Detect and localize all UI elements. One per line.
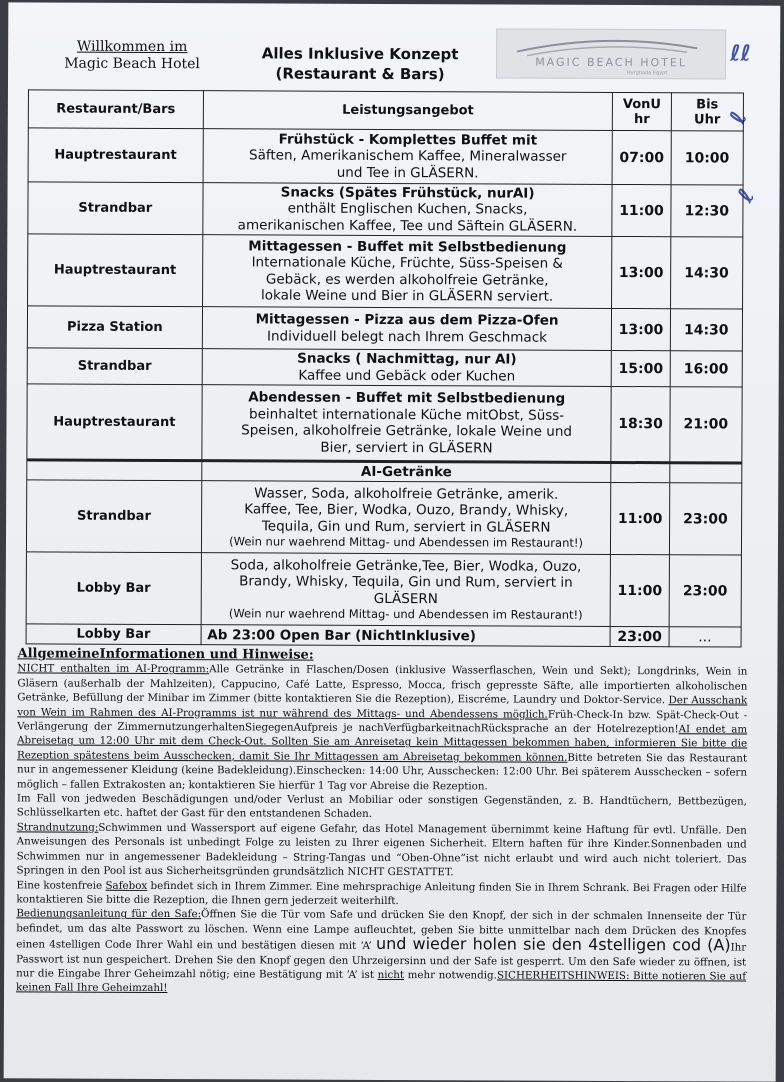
col-header-from-l2: hr — [634, 111, 650, 127]
logo-subtext: Hurghada Egypt — [626, 70, 668, 77]
notes-underlined: SICHERHEITSHINWEIS: Bitte notieren Sie auf keinen Fall Ihre Geheimzahl! — [16, 969, 747, 995]
pen-scribble-2: ℓ — [725, 108, 753, 128]
row-place: Lobby Bar — [26, 552, 201, 625]
row-line: Tequila, Gin und Rum, serviert in GLÄSERN — [261, 518, 551, 536]
row-description — [201, 553, 611, 627]
notes-paragraph — [16, 878, 746, 910]
row-to-time: 23:00 — [669, 483, 742, 555]
col-header-to-l2: Uhr — [694, 111, 721, 127]
row-note: (Wein nur waehrend Mittag- und Abendessen im Restaurant!) — [229, 534, 584, 551]
notes-paragraph — [17, 662, 748, 795]
notes-paragraph — [17, 820, 747, 881]
row-description — [202, 307, 612, 351]
col-header-to — [671, 93, 743, 131]
notes-text: Bitte betreten Sie das Restaurant nur in angemessener Kleidung (keine Badekleidung).Einschecken: 14:00 Uhr, Ausschecken: 12:00 Uhr. Bei späterem Ausschecken – sofern möglich – fallen Extrakosten an; kontaktieren Sie hierfür 1 Tag vor Abreise die Rezeption. — [16, 751, 748, 793]
row-from-time: 18:30 — [611, 386, 670, 462]
row-note: (Wein nur waehrend Mittag- und Abendessen im Restaurant!) — [228, 606, 583, 623]
row-description — [201, 481, 611, 555]
row-from-time: 07:00 — [612, 130, 670, 184]
notes-paragraph — [16, 907, 746, 999]
row-from-time: 11:00 — [612, 184, 670, 236]
title-line-2: (Restaurant & Bars) — [275, 64, 445, 84]
row-line: Snacks (Spätes Frühstück, nurAI) — [280, 184, 535, 202]
row-line: lokale Weine und Bier in GLÄSERN serviert. — [261, 287, 554, 305]
row-place: Strandbar — [26, 480, 201, 553]
row-line: beinhaltet internationale Küche mitObst, Süss- — [249, 405, 565, 424]
row-to-time: 10:00 — [671, 131, 744, 185]
row-place: Hauptrestaurant — [28, 234, 203, 307]
row-line: enthält Englischen Kuchen, Snacks, — [287, 200, 528, 218]
row-line: Wasser, Soda, alkoholfreie Getränke, amerik. — [254, 485, 559, 503]
notes-underlined: Safebox — [105, 879, 148, 892]
table-row — [27, 348, 742, 387]
notes-text: Alle Getränke in Flaschen/Dosen (inklusive Wasserflaschen, Wein und Sekt); Longdrinks, Wein in Gläsern (außerhalb der Mahlzeiten), Cappucino, Café Latte, Espresso, Mocca, frisch gepresste Säfte, alle importierten alkoholischen Getränke, Befüllung der Minibar im Zimmer (bitte kontaktieren Sie die Rezeption), Eiscréme, Laundry und Doktor-Service. — [17, 663, 748, 707]
row-line: amerikanischen Kaffee, Tee und Säftein GLÄSERN. — [237, 217, 578, 235]
notes-underlined: Strandnutzung: — [16, 821, 99, 834]
row-line: Soda, alkoholfreie Getränke,Tee, Bier, Wodka, Ouzo, — [230, 557, 582, 575]
row-line: Abendessen - Buffet mit Selbstbedienung — [248, 389, 566, 407]
row-description — [203, 129, 613, 185]
row-line: GLÄSERN — [373, 590, 438, 607]
row-line: Bier, serviert in GLÄSERN — [320, 439, 493, 456]
notes-underlined: AI endet am Abreisetag um 12:00 Uhr mit dem Check-Out. Sollten Sie am Anreisetag kein Mittagessen bekommen haben, informieren Sie bitte die Rezeption spätestens beim Ausschecken, damit Sie Ihr Mittagessen am Abreisetag bekommen können. — [17, 723, 748, 764]
row-to-time: 14:30 — [670, 237, 743, 309]
pen-scribble-1: ℓℓ — [730, 41, 751, 67]
row-place: Pizza Station — [27, 306, 202, 349]
notes-text: Eine kostenfreie — [16, 878, 106, 892]
table-row — [28, 128, 743, 185]
row-to-time: 12:30 — [671, 185, 744, 237]
row-line: Gebäck, es werden alkoholfreie Getränke, — [265, 270, 549, 289]
row-to-time: 16:00 — [670, 351, 742, 387]
col-header-service: Leistungsangebot — [203, 91, 613, 131]
row-to-time: 21:00 — [670, 387, 743, 463]
table-row — [26, 624, 741, 647]
notes-heading: AllgemeineInformationen und Hinweise: — [17, 646, 314, 663]
row-line: Mittagessen - Buffet mit Selbstbedienung — [248, 237, 567, 256]
row-from-time: 11:00 — [611, 554, 670, 626]
table-row — [27, 306, 742, 351]
row-description — [202, 385, 612, 463]
table-row — [26, 480, 741, 555]
row-line: und Tee in GLÄSERN. — [336, 164, 479, 182]
col-header-from-l1: VonU — [622, 96, 662, 112]
row-description — [202, 235, 612, 309]
notes-paragraph: Im Fall von jedweden Beschädigungen und/oder Verlust an Mobiliar oder sonstigen Gegenständen, z. B. Handtüchern, Bettbezügen, Schlüsselkarten etc. haftet der Gast für den entstandenen Schaden. — [16, 792, 747, 821]
row-description — [203, 183, 613, 237]
welcome-text — [52, 39, 212, 74]
blank-cell — [27, 460, 202, 481]
row-line: Brandy, Whisky, Tequila, Gin und Rum, serviert in — [239, 573, 573, 592]
row-place: Hauptrestaurant — [27, 384, 202, 461]
pen-scribble-3: ℓ — [733, 185, 761, 207]
notes-text: Früh-Check-In bzw. Spät-Check-Out - Verlängerung der ZimmernutzungerhaltenSiegegenAufpreis je nachVerfügbarkeitnachRücksprache an der Hotelrezeption! — [17, 708, 748, 736]
row-place: Strandbar — [27, 348, 202, 385]
notes-text: Öffnen Sie die Tür vom Safe und drücken Sie den Knopf, der sich in der schmalen Innenseite der Tür befindet, um das alte Passwort zu löschen. Wenn eine Lampe aufleuchtet, geben Sie bitte unmittelbar nach dem Drücken des Knopfes einen 4stelligen Code Ihrer Wahl ein und bestätigen diesen mit ‘A’ — [16, 908, 747, 953]
col-header-to-l1: Bis — [696, 96, 719, 112]
general-notes — [16, 647, 748, 998]
table-row — [28, 182, 743, 237]
handwritten-note: und wieder holen sie den 4stelligen cod (A) — [375, 934, 731, 955]
notes-text: mehr notwendig. — [404, 968, 497, 982]
row-line: Mittagessen - Pizza aus dem Pizza-Ofen — [255, 311, 559, 329]
row-line: Internationale Küche, Früchte, Süss-Speisen & — [251, 254, 564, 272]
document-title — [230, 43, 490, 84]
notes-underlined: NICHT enthalten im AI-Programm: — [17, 662, 210, 676]
ai-drinks-header: AI-Getränke — [201, 461, 611, 483]
row-line: Speisen, alkoholfreie Getränke, lokale Weine und — [241, 422, 573, 440]
row-from-time: 13:00 — [612, 236, 671, 308]
row-to-time: 14:30 — [670, 309, 743, 351]
row-from-time: 13:00 — [612, 308, 670, 350]
row-line: Kaffee, Tee, Bier, Wodka, Ouzo, Brandy, Whisky, — [244, 501, 569, 520]
notes-text: Schwimmen und Wassersport auf eigene Gefahr, das Hotel Management übernimmt keine Haftung für evtl. Unfälle. Den Anweisungen des Personals ist unbedingt Folge zu leisten zu Ihrer eigenen Sicherheit. Eltern haften für ihre Kinder.Sonnenbaden und Schwimmen nur in angemessener Badekleidung – String-Tangas und “Oben-Ohne”ist nicht erlaubt und wird auch nicht toleriert. Das Springen in den Pool ist aus Sicherheitsgründen grundsätzlich NICHT GESTATTET. — [16, 821, 747, 879]
row-line: Snacks ( Nachmittag, nur AI) — [297, 350, 517, 368]
welcome-line-2: Magic Beach Hotel — [64, 55, 200, 73]
notes-text: Ihr Passwort ist nun gespeichert. Drehen Sie den Knopf gegen den Uhrzeigersinn und der Safe ist gesperrt. Um den Safe wieder zu öffnen, ist nur die Eingabe Ihrer Geheimzahl nötig; eine Bestätigung mit ‘A’ ist — [16, 941, 747, 981]
table-row — [28, 234, 743, 309]
row-place: Hauptrestaurant — [28, 128, 203, 183]
notes-text: befindet sich in Ihrem Zimmer. Eine mehrsprachige Anleitung finden Sie in Ihrem Schrank. Bei Fragen oder Hilfe kontaktieren Sie bitte die Rezeption, die Ihnen gern jederzeit weiterhilft. — [16, 879, 747, 907]
row-line: Frühstück - Komplettes Buffet mit — [278, 131, 538, 149]
schedule-table — [26, 89, 744, 647]
paper-sheet — [4, 2, 781, 1081]
row-from-time: 23:00 — [610, 626, 668, 646]
notes-underlined: Bedienungsanleitung für den Safe: — [16, 907, 202, 921]
row-description: Ab 23:00 Open Bar (NichtInklusive) — [201, 625, 611, 647]
row-from-time: 15:00 — [612, 350, 670, 386]
col-header-from — [613, 92, 671, 130]
row-place: Strandbar — [28, 182, 203, 235]
row-place: Lobby Bar — [26, 624, 201, 645]
table-header-row — [28, 90, 743, 131]
title-line-1: Alles Inklusive Konzept — [261, 44, 459, 64]
row-line: Individuell belegt nach Ihrem Geschmack — [266, 327, 548, 346]
welcome-line-1: Willkommen im — [76, 38, 188, 56]
col-header-restaurant: Restaurant/Bars — [28, 90, 203, 129]
blank-cell — [669, 463, 741, 483]
row-line: Säften, Amerikanischem Kaffee, Mineralwasser — [248, 147, 567, 166]
notes-underlined: nicht — [377, 968, 405, 981]
row-to-time: ... — [669, 627, 741, 647]
logo-text: MAGIC BEACH HOTEL — [535, 55, 688, 70]
row-description — [202, 349, 612, 387]
blank-cell — [611, 462, 669, 482]
row-from-time: 11:00 — [611, 482, 670, 554]
table-row — [27, 384, 742, 463]
row-line: Kaffee und Gebäck oder Kuchen — [298, 367, 516, 385]
notes-underlined: Der Ausschank von Wein im Rahmen des AI-Programms ist nur während des Mittags- und Abendessens möglich. — [17, 694, 748, 721]
row-to-time: 23:00 — [669, 555, 742, 627]
hotel-logo — [496, 28, 726, 79]
table-row — [26, 552, 741, 627]
